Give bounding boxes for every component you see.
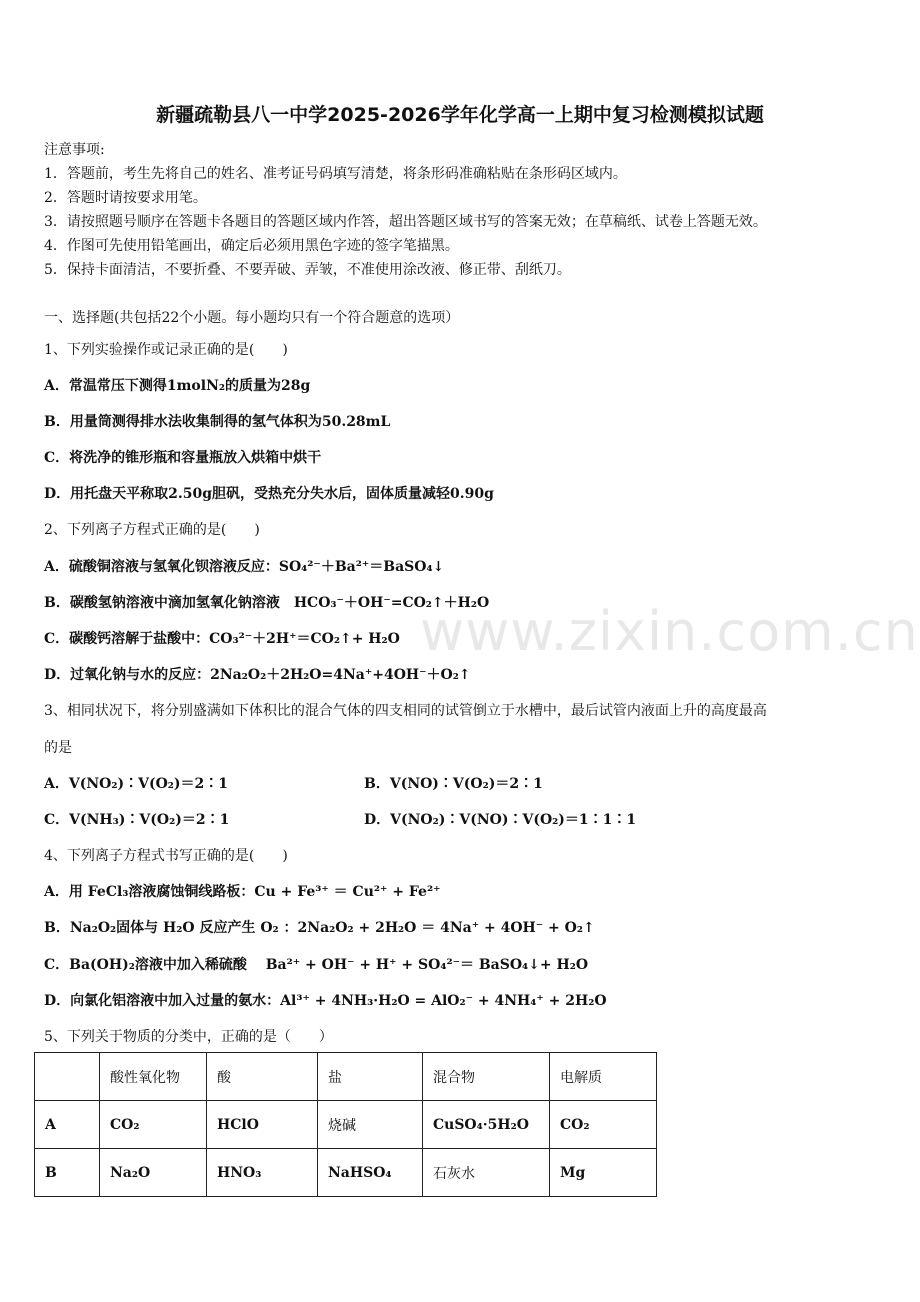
question-stem: 2、下列离子方程式正确的是( ) — [44, 522, 260, 538]
page-title: 新疆疏勒县八一中学2025-2026学年化学高一上期中复习检测模拟试题 — [156, 104, 764, 126]
table-cell: A — [35, 1101, 100, 1149]
notes-heading: 注意事项: — [44, 142, 105, 158]
table-cell: Mg — [550, 1149, 657, 1197]
option-a: A．硫酸铜溶液与氢氧化钡溶液反应：SO₄²⁻＋Ba²⁺＝BaSO₄↓ — [44, 559, 445, 575]
option-d: D．V(NO₂)∶V(NO)∶V(O₂)＝1∶1∶1 — [364, 812, 637, 828]
watermark: www.zixin.com.cn — [420, 600, 919, 663]
note-item: 1．答题前，考生先将自己的姓名、准考证号码填写清楚，将条形码准确粘贴在条形码区域内。 — [44, 166, 627, 182]
table-row — [35, 1149, 657, 1197]
table-cell: HNO₃ — [207, 1149, 318, 1197]
table-header-cell: 电解质 — [550, 1053, 657, 1101]
table-cell: 烧碱 — [318, 1101, 423, 1149]
option-a: A．常温常压下测得1molN₂的质量为28g — [44, 378, 311, 394]
option-c: C．将洗净的锥形瓶和容量瓶放入烘箱中烘干 — [44, 450, 322, 466]
table-row — [35, 1101, 657, 1149]
question-stem-continued: 的是 — [44, 740, 72, 756]
table-header-cell — [35, 1053, 100, 1101]
option-b: B．V(NO)∶V(O₂)＝2∶1 — [364, 776, 543, 792]
question-stem: 1、下列实验操作或记录正确的是( ) — [44, 342, 288, 358]
table-cell: B — [35, 1149, 100, 1197]
table-header-cell: 酸性氧化物 — [100, 1053, 207, 1101]
note-item: 4．作图可先使用铅笔画出，确定后必须用黑色字迹的签字笔描黑。 — [44, 238, 459, 254]
option-d: D．过氧化钠与水的反应：2Na₂O₂＋2H₂O=4Na⁺+4OH⁻＋O₂↑ — [44, 667, 471, 683]
option-d: D．用托盘天平称取2.50g胆矾，受热充分失水后，固体质量减轻0.90g — [44, 486, 494, 502]
table-cell: CuSO₄·5H₂O — [423, 1101, 550, 1149]
table-header-cell: 酸 — [207, 1053, 318, 1101]
option-c: C．V(NH₃)∶V(O₂)＝2∶1 — [44, 812, 230, 828]
table-cell: NaHSO₄ — [318, 1149, 423, 1197]
question-stem: 4、下列离子方程式书写正确的是( ) — [44, 848, 288, 864]
table-cell: Na₂O — [100, 1149, 207, 1197]
note-item: 2．答题时请按要求用笔。 — [44, 190, 207, 206]
table-header-row — [35, 1053, 657, 1101]
table-header-cell: 盐 — [318, 1053, 423, 1101]
option-c: C．Ba(OH)₂溶液中加入稀硫酸 Ba²⁺ + OH⁻ + H⁺ + SO₄²⁻＝ BaSO₄↓+ H₂O — [44, 957, 589, 973]
question-stem: 3、相同状况下，将分别盛满如下体积比的混合气体的四支相同的试管倒立于水槽中，最后试管内液面上升的高度最高 — [44, 703, 767, 719]
option-a: A．用 FeCl₃溶液腐蚀铜线路板：Cu + Fe³⁺ ＝ Cu²⁺ + Fe²⁺ — [44, 884, 441, 900]
table-cell: CO₂ — [550, 1101, 657, 1149]
table-header-cell: 混合物 — [423, 1053, 550, 1101]
option-b: B．Na₂O₂固体与 H₂O 反应产生 O₂ ：2Na₂O₂ + 2H₂O ＝ 4Na⁺ + 4OH⁻ + O₂↑ — [44, 920, 595, 936]
table-cell: CO₂ — [100, 1101, 207, 1149]
table-cell: 石灰水 — [423, 1149, 550, 1197]
option-b: B．碳酸氢钠溶液中滴加氢氧化钠溶液 HCO₃⁻＋OH⁻=CO₂↑＋H₂O — [44, 595, 490, 611]
option-d: D．向氯化铝溶液中加入过量的氨水：Al³⁺ + 4NH₃·H₂O = AlO₂⁻ + 4NH₄⁺ + 2H₂O — [44, 993, 607, 1009]
classification-table — [34, 1052, 657, 1197]
table-cell: HClO — [207, 1101, 318, 1149]
note-item: 5．保持卡面清洁，不要折叠、不要弄破、弄皱，不准使用涂改液、修正带、刮纸刀。 — [44, 262, 571, 278]
note-item: 3．请按照题号顺序在答题卡各题目的答题区域内作答，超出答题区域书写的答案无效；在草稿纸、试卷上答题无效。 — [44, 214, 767, 230]
option-a: A．V(NO₂)∶V(O₂)＝2∶1 — [44, 776, 229, 792]
section-heading: 一、选择题(共包括22个小题。每小题均只有一个符合题意的选项） — [44, 310, 460, 326]
option-c: C．碳酸钙溶解于盐酸中：CO₃²⁻＋2H⁺＝CO₂↑+ H₂O — [44, 631, 400, 647]
option-b: B．用量筒测得排水法收集制得的氢气体积为50.28mL — [44, 414, 391, 430]
question-stem: 5、下列关于物质的分类中，正确的是（ ） — [44, 1029, 333, 1045]
